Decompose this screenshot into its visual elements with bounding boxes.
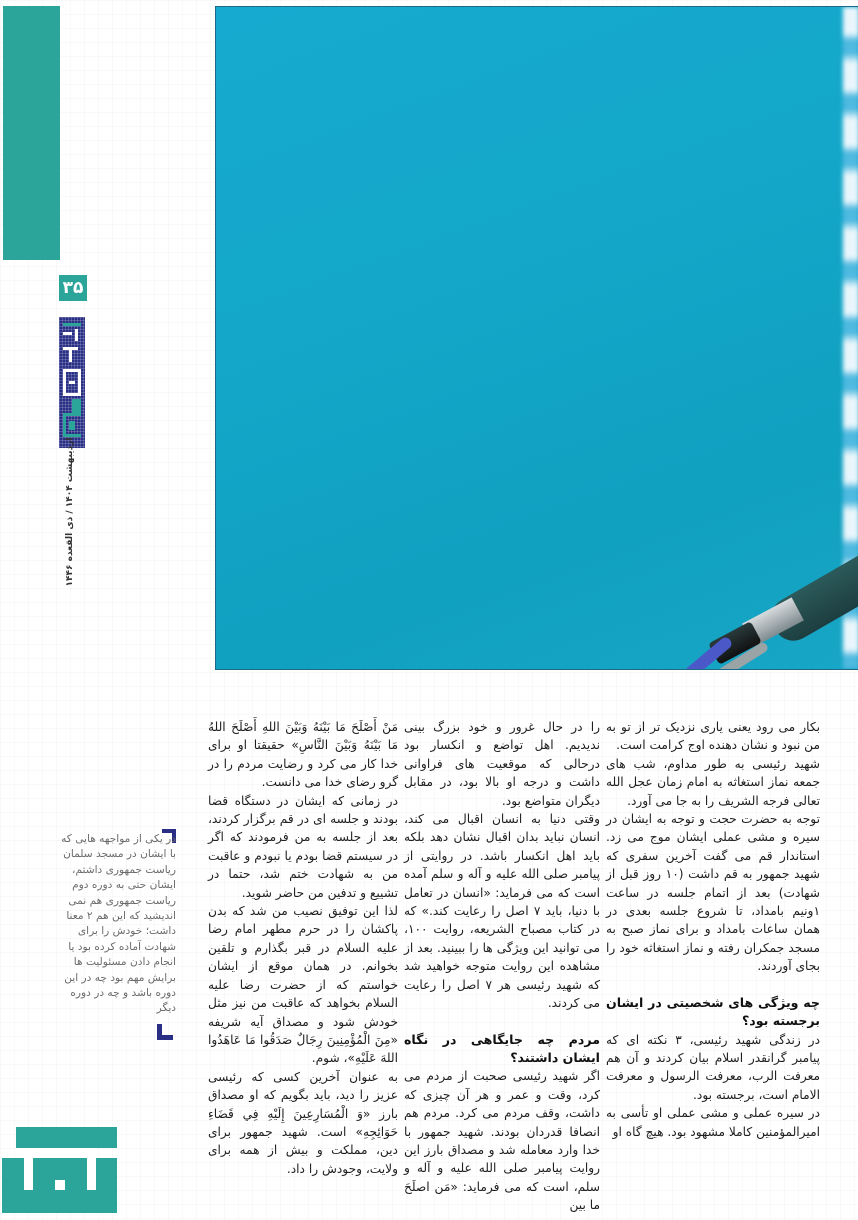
paragraph: در زمانی که ایشان در دستگاه قضا بودند و جلسه ای در قم برگزار کردند، بعد از جلسه به من فرمودند که اگر در سیستم قضا بودم یا نبودم و عاقبت من به شهادت ختم شد، حتما در تشییع و تدفین من حاضر شوید. — [208, 793, 398, 900]
section-heading: مردم چه جایگاهی در نگاه ایشان داشتند؟ — [404, 1031, 600, 1065]
logo-glyph — [69, 350, 72, 362]
paragraph: در زندگی شهید رئیسی، ۳ نکته ای که پیامبر گرانقدر اسلام بیان کردند و آن هم معرفت الرب، معرفت الرسول و معرفت الامام است، برجسته بود. — [606, 1032, 820, 1102]
paragraph: شهید رئیسی به طور مداوم، شب های جمعه نماز استغاثه به امام زمان عجل الله تعالی فرجه الشریف را به جا می آورد. — [606, 756, 820, 808]
paragraph: در سیره عملی و مشی عملی او تأسی به امیرالمؤمنین کاملا مشهود بود. هیچ گاه او — [606, 1106, 820, 1139]
paragraph: توجه به حضرت حجت و توجه به ایشان در سیره و مشی عملی ایشان موج می زد. استاندار قم می گفت آخرین سفری که شهید جمهور به قم داشت (۱۰ روز قبل از شهادت) بعد از اتمام جلسه در ساعت ۱ونیم بامداد، تا شروع جلسه بعدی در همان ساعات بامداد و برای نماز صبح به مسجد جمکران رفته و نماز استغاثه خود را بجای آوردند. — [606, 812, 820, 974]
logo-glyph — [69, 421, 75, 430]
logo-glyph — [72, 399, 81, 413]
section-heading: چه ویژگی های شخصیتی در ایشان برجسته بود؟ — [606, 994, 820, 1029]
article-column-middle — [404, 718, 600, 1215]
section-logo-icon — [2, 1127, 117, 1213]
spacer — [606, 976, 820, 994]
paragraph: مَنْ أَصْلَحَ مَا بَيْنَهُ وَبَيْنَ اللهِ أَصْلَحَ اللهُ مَا بَيْنَهُ وَبَيْنَ النَّاسِ» حقیقتا او برای خدا کار می کرد و رضایت مردم را در گرو رضای خدا می دانست. — [208, 720, 398, 790]
logo-glyph — [63, 434, 81, 437]
magazine-logo-icon — [59, 317, 85, 448]
logo-glyph — [78, 369, 81, 393]
logo-gap — [24, 1158, 33, 1190]
paragraph: وقتی دنیا به انسان اقبال می کند، انسان نباید بدان اقبال نشان دهد بلکه باید اهل انکسار باشد. در روایتی از پیامبر صلی الله علیه و آله و سلم آمده است که می فرماید: «انسان در تعامل با دنیا، باید ۷ اصل را رعایت کند.» که در کتاب مصباح الشریعه، روایت ۱۰۰، می توانید این ویژگی ها را ببینید. بعد از مشاهده این روایت متوجه خواهید شد که شهید رئیسی هر ۷ اصل را رعایت می کردند. — [404, 812, 601, 1011]
article-photo — [215, 6, 858, 670]
paragraph: بکار می رود یعنی یاری نزدیک تر از تو به من نبود و نشان دهنده اوج کرامت است. — [606, 720, 820, 753]
issue-date — [55, 437, 85, 587]
spacer — [404, 1013, 600, 1031]
quote-close-icon — [157, 1024, 173, 1040]
logo-glyph — [75, 329, 78, 341]
paragraph: را در حال غرور و خود بزرگ بینی ندیدیم. اهل تواضع و انکسار بود درحالی که موقعیت های فراوانی داشت و درجه او بالا بود، در مقابل دیگران متواضع بود. — [404, 720, 600, 808]
logo-glyph — [63, 332, 72, 335]
logo-gap — [55, 1180, 65, 1190]
article-column-left — [208, 718, 398, 1178]
teal-side-bar — [3, 6, 60, 260]
paragraph: لذا این توفیق نصیب من شد که بدن پاکشان را در حرم مطهر امام رضا علیه السلام در قبر بگذارم و تلقین بخوانم. در همان موقع از ایشان خواستم که از حضرت رضا علیه السلام بخواهد که عاقبت من نیز مثل خودش شود و مصداق آیه شریفه «مِنَ الْمُؤْمِنِينَ رِجَالٌ صَدَقُوا مَا عَاهَدُوا اللهَ عَلَيْهِ»، شوم. — [208, 904, 398, 1066]
logo-gap — [87, 1148, 96, 1190]
paragraph: اگر شهید رئیسی صحبت از مردم می کرد، وقت و عمر و هر آن چیزی که داشت، وقف مردم می کرد. مردم هم انصافا قدردان بودند. شهید جمهور با خدا وارد معامله شد و مصداق بارز این روایت پیامبر صلی الله علیه و آله و سلم، است که می فرماید: «مَن اصلَحَ ما بین — [404, 1069, 600, 1213]
logo-block — [16, 1127, 117, 1148]
issue-date-text: اردیبهشت ۱۴۰۴ / ذی القعده ۱۴۴۶ — [65, 437, 75, 587]
logo-glyph — [63, 323, 81, 326]
logo-glyph — [63, 369, 66, 393]
pull-quote: در یکی از مواجهه هایی که با ایشان در مسجد سلمان ریاست جمهوری داشتم، ایشان حتی به دوره دوم ریاست جمهوری هم نمی اندیشید که این هم ۲ معنا داشت؛ خودش را برای شهادت آماده کرده بود یا انجام دادن مسئولیت ها برایش مهم بود چه در این دوره باشد و چه در دوره دیگر — [61, 833, 176, 1015]
logo-glyph — [63, 393, 81, 396]
paragraph: به عنوان آخرین کسی که رئیسی عزیز را دید، باید بگویم که او مصداق بارز «وَ الْمُسَارِعِينَ إِلَيْهِ فِي قَضَاءِ حَوَائِجِهِ» است. شهید جمهور برای دین، مملکت و بیش از همه برای ولایت، وجودش را داد. — [208, 1069, 398, 1176]
logo-glyph — [69, 381, 75, 384]
page-number: ۳۵ — [59, 275, 87, 301]
article-column-right — [606, 718, 820, 1141]
logo-gap — [16, 1148, 96, 1158]
